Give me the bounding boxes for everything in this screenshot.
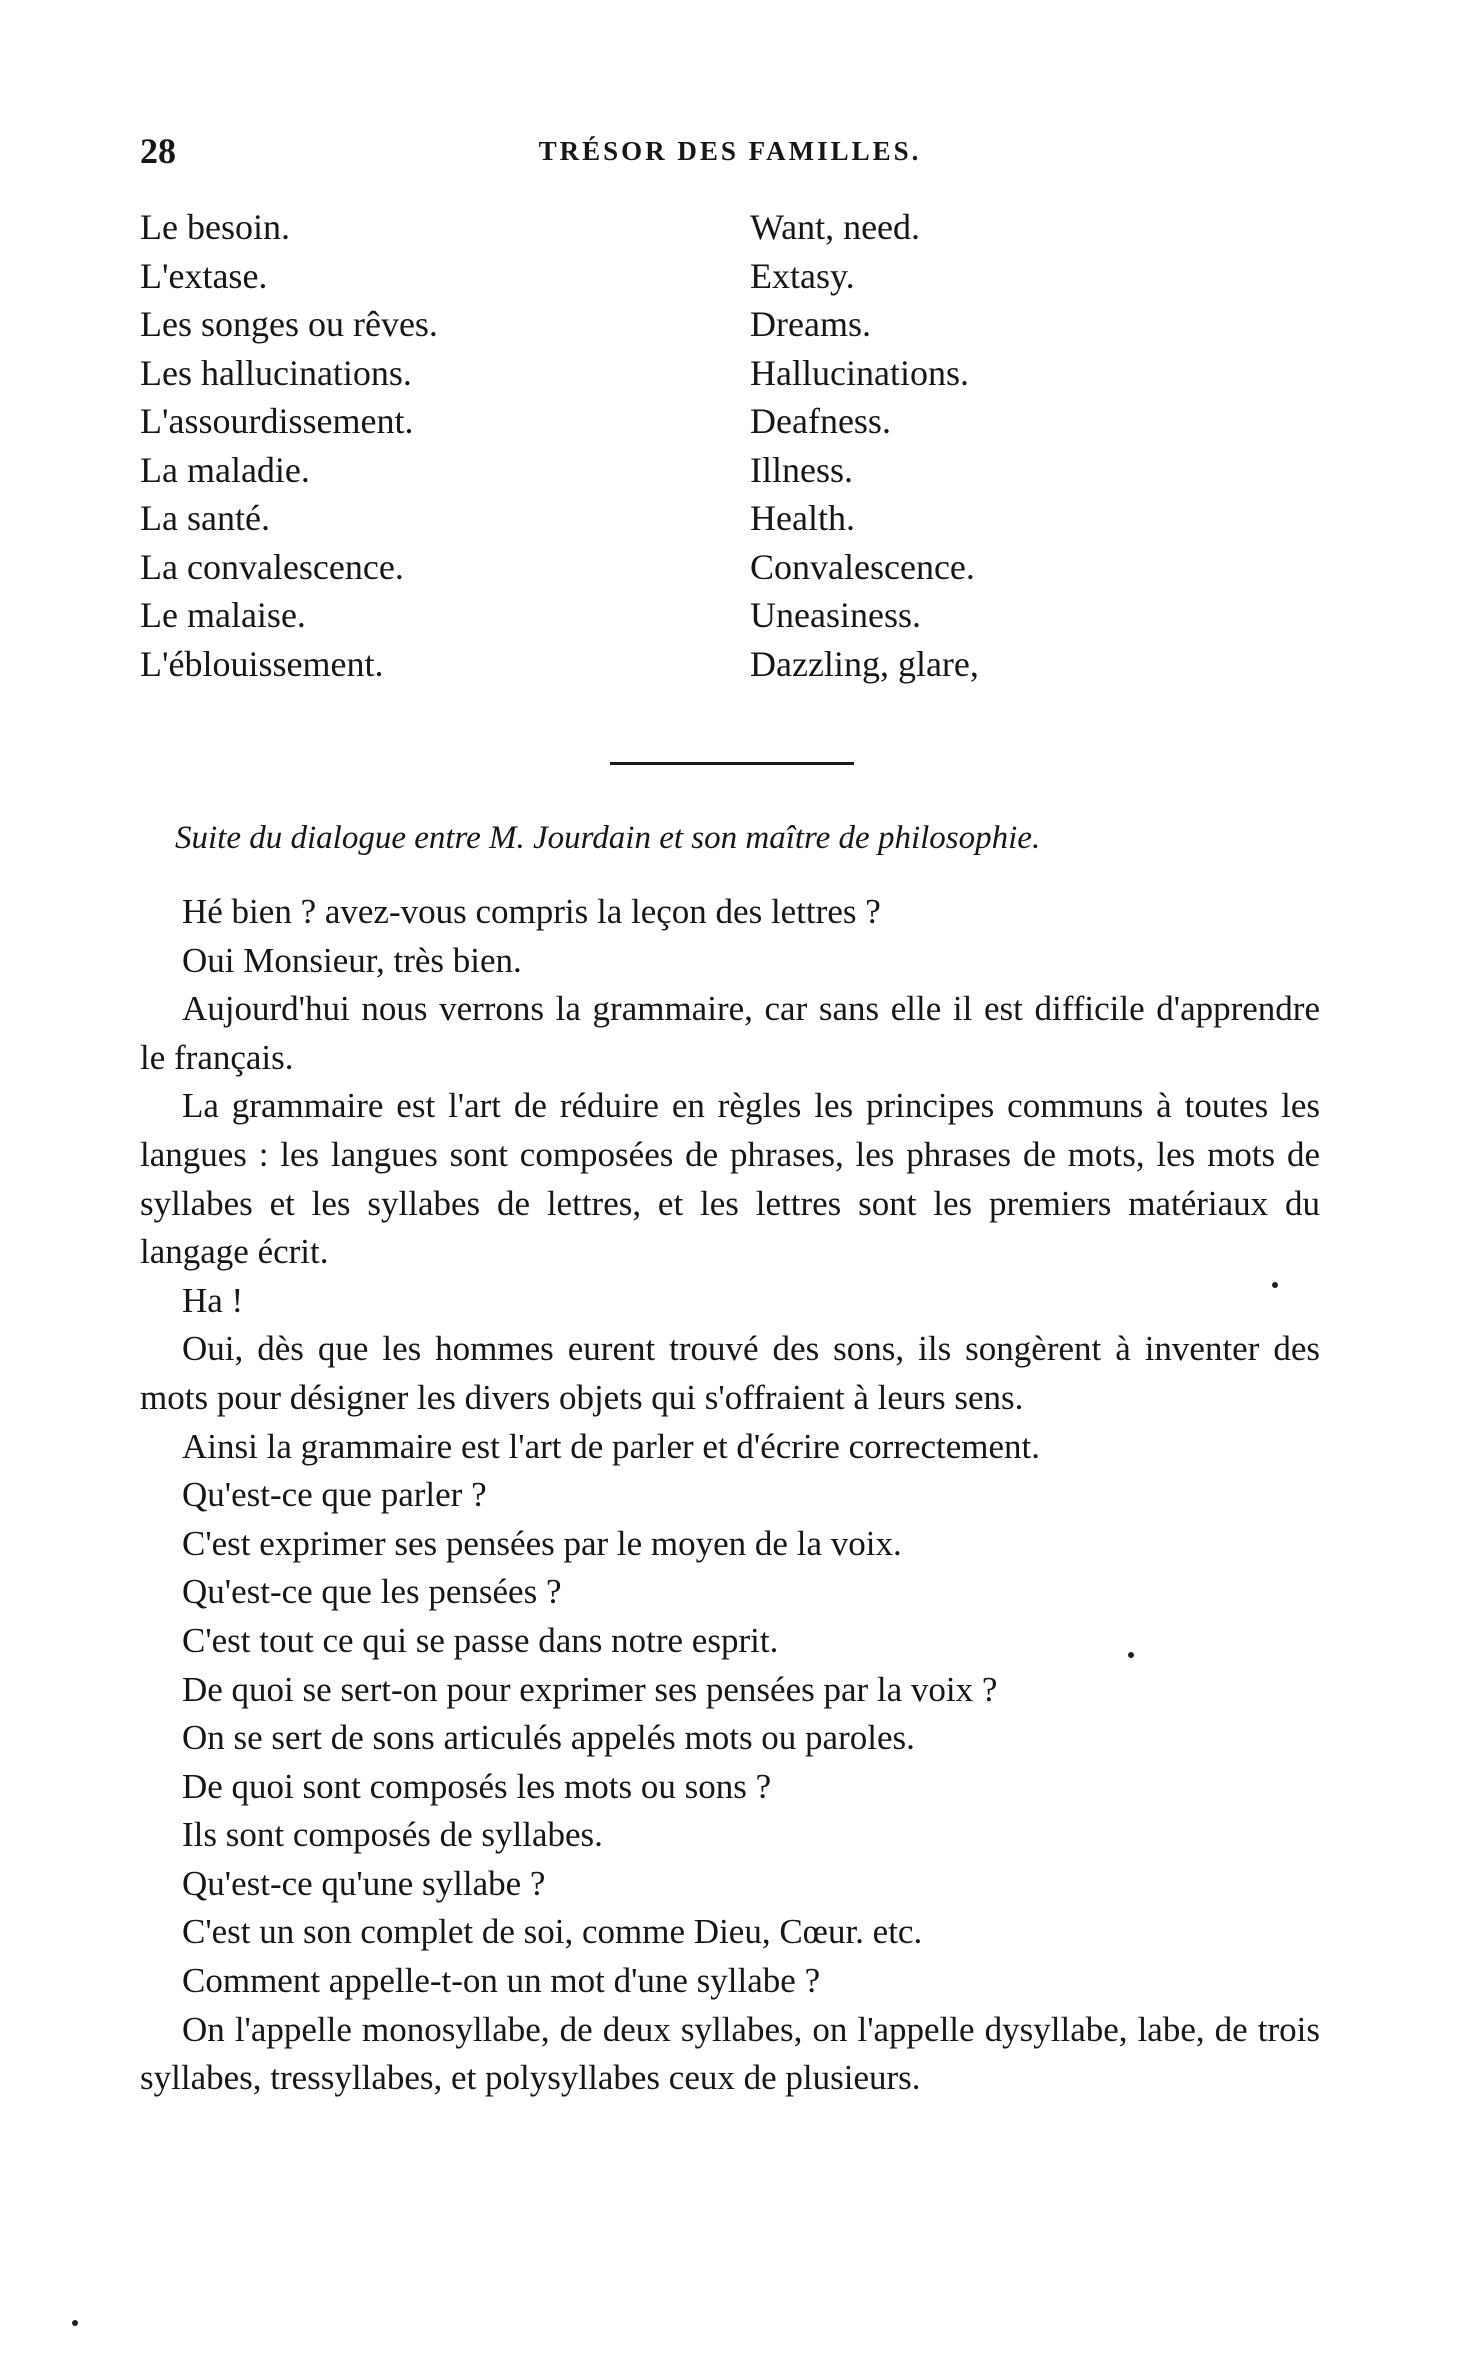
english-term: Health. xyxy=(750,498,855,538)
dialogue-line: Oui, dès que les hommes eurent trouvé des sons, ils songèrent à inventer des mots pour désigner les divers objets qui s'offraient à leurs sens. xyxy=(140,1329,1320,1417)
dialogue-line: C'est tout ce qui se passe dans notre esprit. xyxy=(182,1620,779,1660)
french-term: La convalescence. xyxy=(140,546,404,587)
dialogue-line: Ainsi la grammaire est l'art de parler et d'écrire correctement. xyxy=(182,1426,1041,1466)
english-term: Dreams. xyxy=(750,304,871,344)
print-speck xyxy=(1272,1282,1278,1288)
dialogue-line: C'est un son complet de soi, comme Dieu, Cœur. etc. xyxy=(182,1912,923,1952)
vocabulary-row xyxy=(140,300,1140,349)
french-term: L'éblouissement. xyxy=(140,643,384,684)
english-term: Extasy. xyxy=(750,255,855,296)
french-term: Les hallucinations. xyxy=(140,352,412,393)
english-term: Illness. xyxy=(750,449,853,490)
french-term: Le besoin. xyxy=(140,207,290,247)
vocabulary-row xyxy=(140,203,1140,252)
english-term: Dazzling, glare, xyxy=(750,643,979,684)
running-title: TRÉSOR DES FAMILLES. xyxy=(538,136,922,166)
dialogue-line: Comment appelle-t-on un mot d'une syllabe ? xyxy=(182,1961,821,2001)
french-term: L'extase. xyxy=(140,255,268,296)
vocabulary-row xyxy=(140,349,1140,398)
dialogue-line: La grammaire est l'art de réduire en règles les principes communs à toutes les langues : les langues sont composées de phrases, les phrases de mots, les mots de syllabes et les syllabes de lettres, et les lettres sont les premiers matériaux du langage écrit. xyxy=(140,1086,1320,1272)
vocabulary-row xyxy=(140,543,1140,592)
vocabulary-row xyxy=(140,252,1140,301)
french-term: Le malaise. xyxy=(140,595,306,635)
page-number: 28 xyxy=(140,131,176,171)
french-term: Les songes ou rêves. xyxy=(140,304,438,344)
french-term: L'assourdissement. xyxy=(140,401,414,441)
dialogue-line: Hé bien ? avez-vous compris la leçon des lettres ? xyxy=(182,892,881,931)
dialogue-line: De quoi se sert-on pour exprimer ses pensées par la voix ? xyxy=(182,1669,998,1709)
french-term: La santé. xyxy=(140,498,270,538)
print-speck xyxy=(1128,1652,1134,1658)
section-divider xyxy=(610,762,854,765)
vocabulary-row xyxy=(140,640,1140,689)
page-header xyxy=(140,130,1320,190)
dialogue-line: Aujourd'hui nous verrons la grammaire, car sans elle il est difficile d'apprendre le français. xyxy=(140,989,1320,1077)
print-speck xyxy=(72,2320,78,2326)
dialogue-line: De quoi sont composés les mots ou sons ? xyxy=(182,1766,772,1806)
french-term: La maladie. xyxy=(140,449,310,490)
vocabulary-row xyxy=(140,397,1140,446)
vocabulary-row xyxy=(140,494,1140,543)
dialogue-line: Qu'est-ce qu'une syllabe ? xyxy=(182,1863,546,1903)
dialogue-line: Ha ! xyxy=(182,1280,244,1320)
dialogue-line: On l'appelle monosyllabe, de deux syllabes, on l'appelle dysyllabe, labe, de trois syllabes, tressyllabes, et polysyllabes ceux de plusieurs. xyxy=(140,2009,1320,2098)
dialogue-title: Suite du dialogue entre M. Jourdain et son maître de philosophie. xyxy=(175,820,1041,856)
vocabulary-row xyxy=(140,591,1140,640)
english-term: Hallucinations. xyxy=(750,352,969,393)
english-term: Deafness. xyxy=(750,401,891,441)
vocabulary-row xyxy=(140,446,1140,495)
dialogue-body xyxy=(140,888,1320,2103)
english-term: Want, need. xyxy=(750,207,921,247)
dialogue-line: C'est exprimer ses pensées par le moyen de la voix. xyxy=(182,1523,902,1563)
dialogue-line: On se sert de sons articulés appelés mots ou paroles. xyxy=(182,1718,915,1758)
dialogue-line: Qu'est-ce que parler ? xyxy=(182,1475,487,1515)
dialogue-line: Ils sont composés de syllabes. xyxy=(182,1815,603,1855)
dialogue-line: Oui Monsieur, très bien. xyxy=(182,940,522,980)
vocabulary-list xyxy=(140,203,1140,688)
dialogue-line: Qu'est-ce que les pensées ? xyxy=(182,1572,562,1612)
english-term: Convalescence. xyxy=(750,546,975,587)
english-term: Uneasiness. xyxy=(750,595,921,635)
